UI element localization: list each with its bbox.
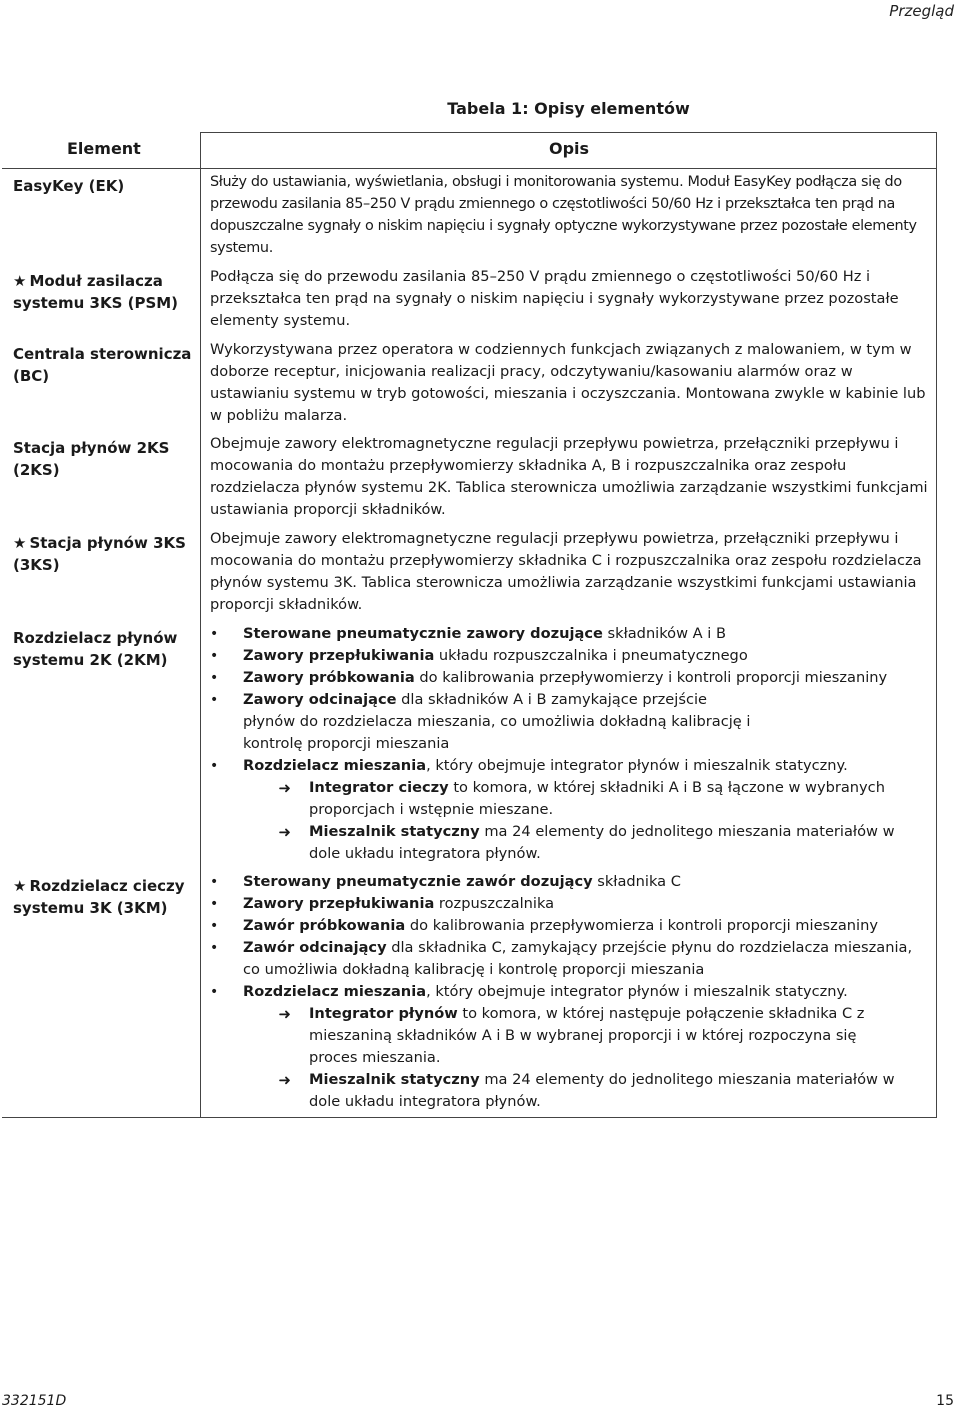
arrow-icon: ➜ (278, 1005, 291, 1023)
element-column-top-rule (2, 168, 200, 169)
arrow-icon: ➜ (278, 823, 291, 841)
sub-list-item: ➜ Integrator cieczy to komora, w której składniki A i B są łączone w wybranych proporcjach i wstępnie mieszane. (243, 777, 930, 821)
description-2ks: Obejmuje zawory elektromagnetyczne regulacji przepływu powietrza, przełączniki przepływu i mocowania do montażu przepływomierzy składnika A, B i rozpuszczalnika oraz zespołu rozdzielacza płynów systemu 2K. Tablica sterownicza umożliwia zarządzanie wszystkimi funkcjami ustawiania proporcji składników. (210, 435, 928, 518)
star-icon: ★ (13, 534, 27, 552)
bullet-icon: • (210, 692, 219, 708)
bullet-icon: • (210, 984, 219, 1000)
bullet-icon: • (210, 758, 219, 774)
element-column-bottom-rule (2, 1117, 200, 1118)
arrow-icon: ➜ (278, 779, 291, 797)
column-header-opis: Opis (549, 139, 590, 158)
bullet-icon: • (210, 896, 219, 912)
description-easykey: Służy do ustawiania, wyświetlania, obsługi i monitorowania systemu. Moduł EasyKey podłącza się do przewodu zasilania 85–250 V prądu zmiennego o częstotliwości 50/60 Hz i przekształca ten prąd na dopuszczalne sygnały o niskim napięciu i sygnały optyczne wykorzystywane przez pozostałe elementy systemu. (210, 174, 917, 256)
list-item: • Zawory przepłukiwania układu rozpuszczalnika i pneumatycznego (210, 645, 930, 667)
element-name-2ks: Stacja płynów 2KS (2KS) (13, 439, 170, 479)
table-caption: Tabela 1: Opisy elementów (447, 99, 690, 118)
list-item: • Rozdzielacz mieszania, który obejmuje integrator płynów i mieszalnik statyczny. (210, 755, 930, 777)
list-item: • Zawór odcinający dla składnika C, zamykający przejście płynu do rozdzielacza mieszania, co umożliwia dokładną kalibrację i kontrolę proporcji mieszania (210, 939, 913, 978)
element-name-psm: ★ Moduł zasilacza systemu 3KS (PSM) (13, 272, 179, 312)
element-name-easykey: EasyKey (EK) (13, 177, 125, 195)
description-3ks: Obejmuje zawory elektromagnetyczne regulacji przepływu powietrza, przełączniki przepływu i mocowania do montażu przepływomierzy składnika C i rozpuszczalnika oraz zespołu rozdzielacza płynów systemu 3K. Tablica sterownicza umożliwia zarządzanie wszystkimi funkcjami ustawiania proporcji składników. (210, 530, 922, 613)
list-item: • Sterowane pneumatycznie zawory dozujące składników A i B (210, 623, 930, 645)
description-2km (210, 623, 930, 865)
description-3km (210, 871, 930, 1113)
bullet-icon: • (210, 648, 219, 664)
list-item: • Zawory próbkowania do kalibrowania przepływomierzy i kontroli proporcji mieszaniny (210, 667, 930, 689)
bullet-icon: • (210, 626, 219, 642)
bullet-icon: • (210, 874, 219, 890)
star-icon: ★ (13, 877, 27, 895)
list-item: • Rozdzielacz mieszania, który obejmuje integrator płynów i mieszalnik statyczny. (210, 981, 930, 1003)
list-item: • Zawory odcinające dla składników A i B zamykające przejście płynów do rozdzielacza mieszania, co umożliwia dokładną kalibrację i kontrolę proporcji mieszania (210, 691, 751, 752)
element-name-2km: Rozdzielacz płynów systemu 2K (2KM) (13, 629, 178, 669)
header-divider (200, 168, 937, 169)
column-header-element: Element (67, 139, 141, 158)
list-item: • Zawór próbkowania do kalibrowania przepływomierza i kontroli proporcji mieszaniny (210, 915, 930, 937)
star-icon: ★ (13, 272, 27, 290)
bullet-icon: • (210, 670, 219, 686)
bullet-icon: • (210, 940, 219, 956)
element-name-3ks: ★ Stacja płynów 3KS (3KS) (13, 534, 186, 574)
element-name-3km: ★ Rozdzielacz cieczy systemu 3K (3KM) (13, 877, 185, 917)
list-item: • Sterowany pneumatycznie zawór dozujący składnika C (210, 871, 930, 893)
sub-list-item: ➜ Integrator płynów to komora, w której następuje połączenie składnika C z mieszaniną składników A i B w wybranej proporcji i w której rozpoczyna się proces mieszania. (243, 1003, 930, 1069)
list-item: • Zawory przepłukiwania rozpuszczalnika (210, 893, 930, 915)
document-number: 332151D (2, 1393, 67, 1409)
description-psm: Podłącza się do przewodu zasilania 85–250 V prądu zmiennego o częstotliwości 50/60 Hz i przekształca ten prąd na sygnały o niskim napięciu i sygnały wykorzystywane przez pozostałe elementy systemu. (210, 268, 899, 329)
sub-list-item: ➜ Mieszalnik statyczny ma 24 elementy do jednolitego mieszania materiałów w dole układu integratora płynów. (243, 821, 930, 865)
page-number: 15 (936, 1393, 954, 1409)
description-bc: Wykorzystywana przez operatora w codziennych funkcjach związanych z malowaniem, w tym w doborze receptur, inicjowania realizacji pracy, odczytywaniu/kasowaniu alarmów oraz w ustawianiu systemu w tryb gotowości, mieszania i oczyszczania. Montowana zwykle w kabinie lub w pobliżu malarza. (210, 341, 926, 424)
arrow-icon: ➜ (278, 1071, 291, 1089)
bullet-icon: • (210, 918, 219, 934)
running-header: Przegląd (889, 2, 954, 20)
element-name-bc: Centrala sterownicza (BC) (13, 345, 192, 385)
sub-list-item: ➜ Mieszalnik statyczny ma 24 elementy do jednolitego mieszania materiałów w dole układu integratora płynów. (243, 1069, 930, 1113)
